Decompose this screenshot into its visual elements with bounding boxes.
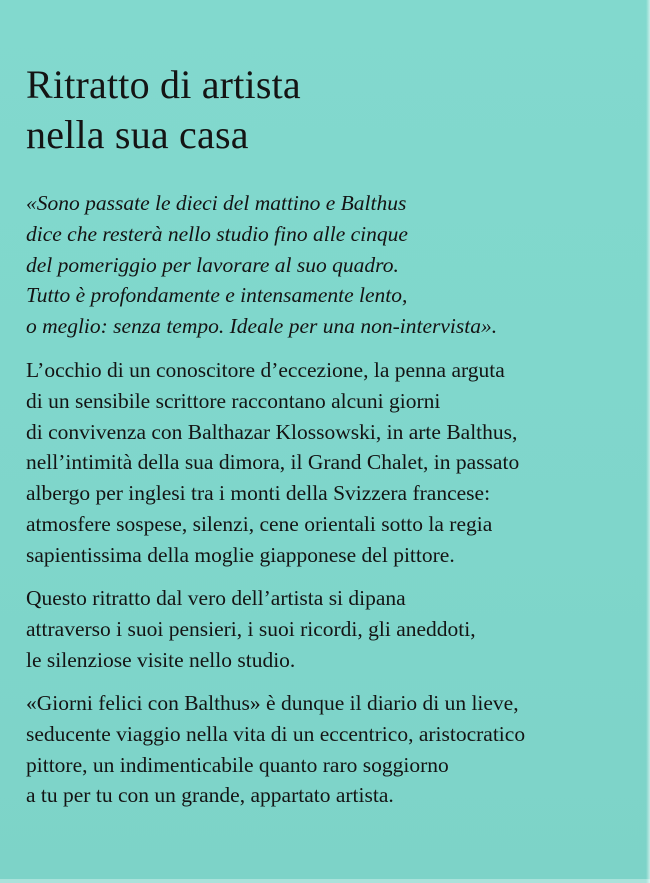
- page-edge-right: [646, 0, 650, 883]
- paragraph-line: seducente viaggio nella vita di un eccentrico, aristocratico: [26, 721, 526, 746]
- paragraph-line: L’occhio di un conoscitore d’eccezione, la penna arguta: [26, 358, 505, 382]
- paragraph-line: atmosfere sospese, silenzi, cene orientali sotto la regia: [26, 511, 493, 536]
- title-line: Ritratto di artista: [26, 62, 301, 107]
- paragraph-line: Questo ritratto dal vero dell’artista si dipana: [26, 586, 406, 610]
- quote-line: del pomeriggio per lavorare al suo quadro.: [26, 252, 399, 277]
- paragraph-line: «Giorni felici con Balthus» è dunque il diario di un lieve,: [26, 691, 519, 715]
- quote-line: Tutto è profondamente e intensamente lento,: [26, 283, 408, 308]
- cover-title: [26, 60, 301, 160]
- description-paragraph-3: [26, 688, 525, 811]
- paragraph-line: sapientissima della moglie giapponese del pittore.: [26, 542, 455, 567]
- description-paragraph-1: [26, 355, 519, 571]
- title-line: nella sua casa: [26, 112, 249, 157]
- paragraph-line: a tu per tu con un grande, appartato artista.: [26, 783, 394, 808]
- paragraph-line: attraverso i suoi pensieri, i suoi ricordi, gli aneddoti,: [26, 616, 476, 641]
- italic-quote: [26, 188, 497, 342]
- quote-line: dice che resterà nello studio fino alle cinque: [26, 221, 408, 246]
- paragraph-line: pittore, un indimenticabile quanto raro soggiorno: [26, 752, 449, 777]
- paragraph-line: albergo per inglesi tra i monti della Svizzera francese:: [26, 481, 491, 506]
- paragraph-line: le silenziose visite nello studio.: [26, 647, 296, 672]
- quote-line: «Sono passate le dieci del mattino e Balthus: [26, 191, 407, 215]
- description-paragraph-2: [26, 583, 476, 675]
- paragraph-line: di un sensibile scrittore raccontano alcuni giorni: [26, 388, 441, 413]
- quote-line: o meglio: senza tempo. Ideale per una non-intervista».: [26, 314, 498, 339]
- page-edge-bottom: [0, 879, 650, 883]
- paragraph-line: di convivenza con Balthazar Klossowski, in arte Balthus,: [26, 419, 518, 444]
- paragraph-line: nell’intimità della sua dimora, il Grand Chalet, in passato: [26, 450, 520, 475]
